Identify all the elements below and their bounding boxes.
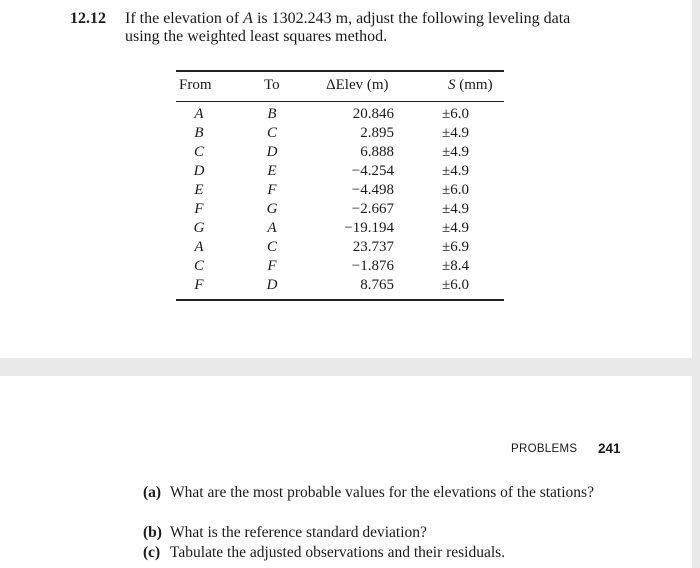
cell-elev: 2.895 [360, 125, 394, 141]
header-s [448, 76, 493, 94]
cell-s: ±4.9 [442, 220, 469, 236]
cell-to: C [266, 239, 277, 255]
cell-from: A [194, 106, 204, 122]
cell-to: F [267, 182, 277, 198]
problem-text-line1-pre: If the elevation of [125, 10, 244, 27]
question-label: (c) [143, 544, 161, 561]
header-to: To [264, 77, 280, 93]
cell-s: ±8.4 [442, 258, 469, 274]
page-number: 241 [598, 441, 621, 456]
cell-from: D [193, 163, 205, 179]
table-row [176, 143, 504, 162]
cell-s: ±6.9 [442, 239, 469, 255]
textbook-page-bottom [0, 376, 692, 568]
cell-to: E [267, 163, 277, 179]
question-label: (b) [143, 524, 162, 541]
cell-from: G [193, 220, 205, 236]
question-label: (a) [143, 484, 162, 501]
cell-to: F [267, 258, 277, 274]
table-row [176, 162, 504, 181]
header-from: From [179, 77, 212, 93]
cell-elev: 8.765 [360, 277, 394, 293]
cell-to: B [267, 106, 277, 122]
problem-text-line2: using the weighted least squares method. [125, 28, 388, 45]
table-row [176, 105, 504, 124]
cell-elev: −1.876 [351, 258, 394, 274]
running-head: PROBLEMS [511, 443, 578, 455]
cell-s: ±4.9 [442, 201, 469, 217]
cell-s: ±4.9 [442, 163, 469, 179]
cell-elev: −4.498 [351, 182, 394, 198]
table-bottom-rule [176, 299, 504, 301]
table-row [176, 238, 504, 257]
header-s-unit: (mm) [455, 77, 493, 93]
table-row [176, 181, 504, 200]
cell-to: C [266, 125, 277, 141]
table-top-rule [176, 70, 504, 72]
cell-to: G [266, 201, 278, 217]
table-row [176, 257, 504, 276]
header-s-symbol: S [448, 77, 456, 93]
cell-from: F [194, 277, 204, 293]
cell-from: C [193, 258, 204, 274]
header-elev: ΔElev (m) [326, 77, 389, 93]
question-text: Tabulate the adjusted observations and their residuals. [170, 544, 506, 561]
cell-elev: 6.888 [360, 144, 394, 160]
question-c [143, 544, 627, 564]
cell-from: C [193, 144, 204, 160]
question-text: What are the most probable values for the elevations of the stations? [170, 484, 594, 501]
cell-to: D [266, 144, 278, 160]
cell-s: ±6.0 [442, 277, 469, 293]
cell-elev: 20.846 [352, 106, 394, 122]
cell-s: ±4.9 [442, 144, 469, 160]
cell-from: F [194, 201, 204, 217]
cell-s: ±6.0 [442, 106, 469, 122]
cell-elev: −4.254 [351, 163, 394, 179]
cell-s: ±6.0 [442, 182, 469, 198]
question-text: What is the reference standard deviation? [170, 524, 427, 541]
problem-number: 12.12 [70, 10, 106, 27]
cell-from: E [194, 182, 204, 198]
question-a [143, 484, 627, 524]
table-row [176, 200, 504, 219]
cell-from: A [194, 239, 204, 255]
problem-station-var: A [243, 10, 253, 27]
table-row [176, 276, 504, 295]
problem-text-line1-post: is 1302.243 m, adjust the following leveling data [252, 10, 571, 27]
question-b [143, 524, 627, 544]
cell-from: B [194, 125, 204, 141]
table-row [176, 124, 504, 143]
problem-text [125, 10, 665, 46]
table-row [176, 219, 504, 238]
cell-to: A [267, 220, 277, 236]
cell-to: D [266, 277, 278, 293]
cell-elev: −2.667 [351, 201, 394, 217]
cell-s: ±4.9 [442, 125, 469, 141]
cell-elev: −19.194 [344, 220, 394, 236]
cell-elev: 23.737 [352, 239, 394, 255]
table-header-rule [176, 101, 504, 102]
